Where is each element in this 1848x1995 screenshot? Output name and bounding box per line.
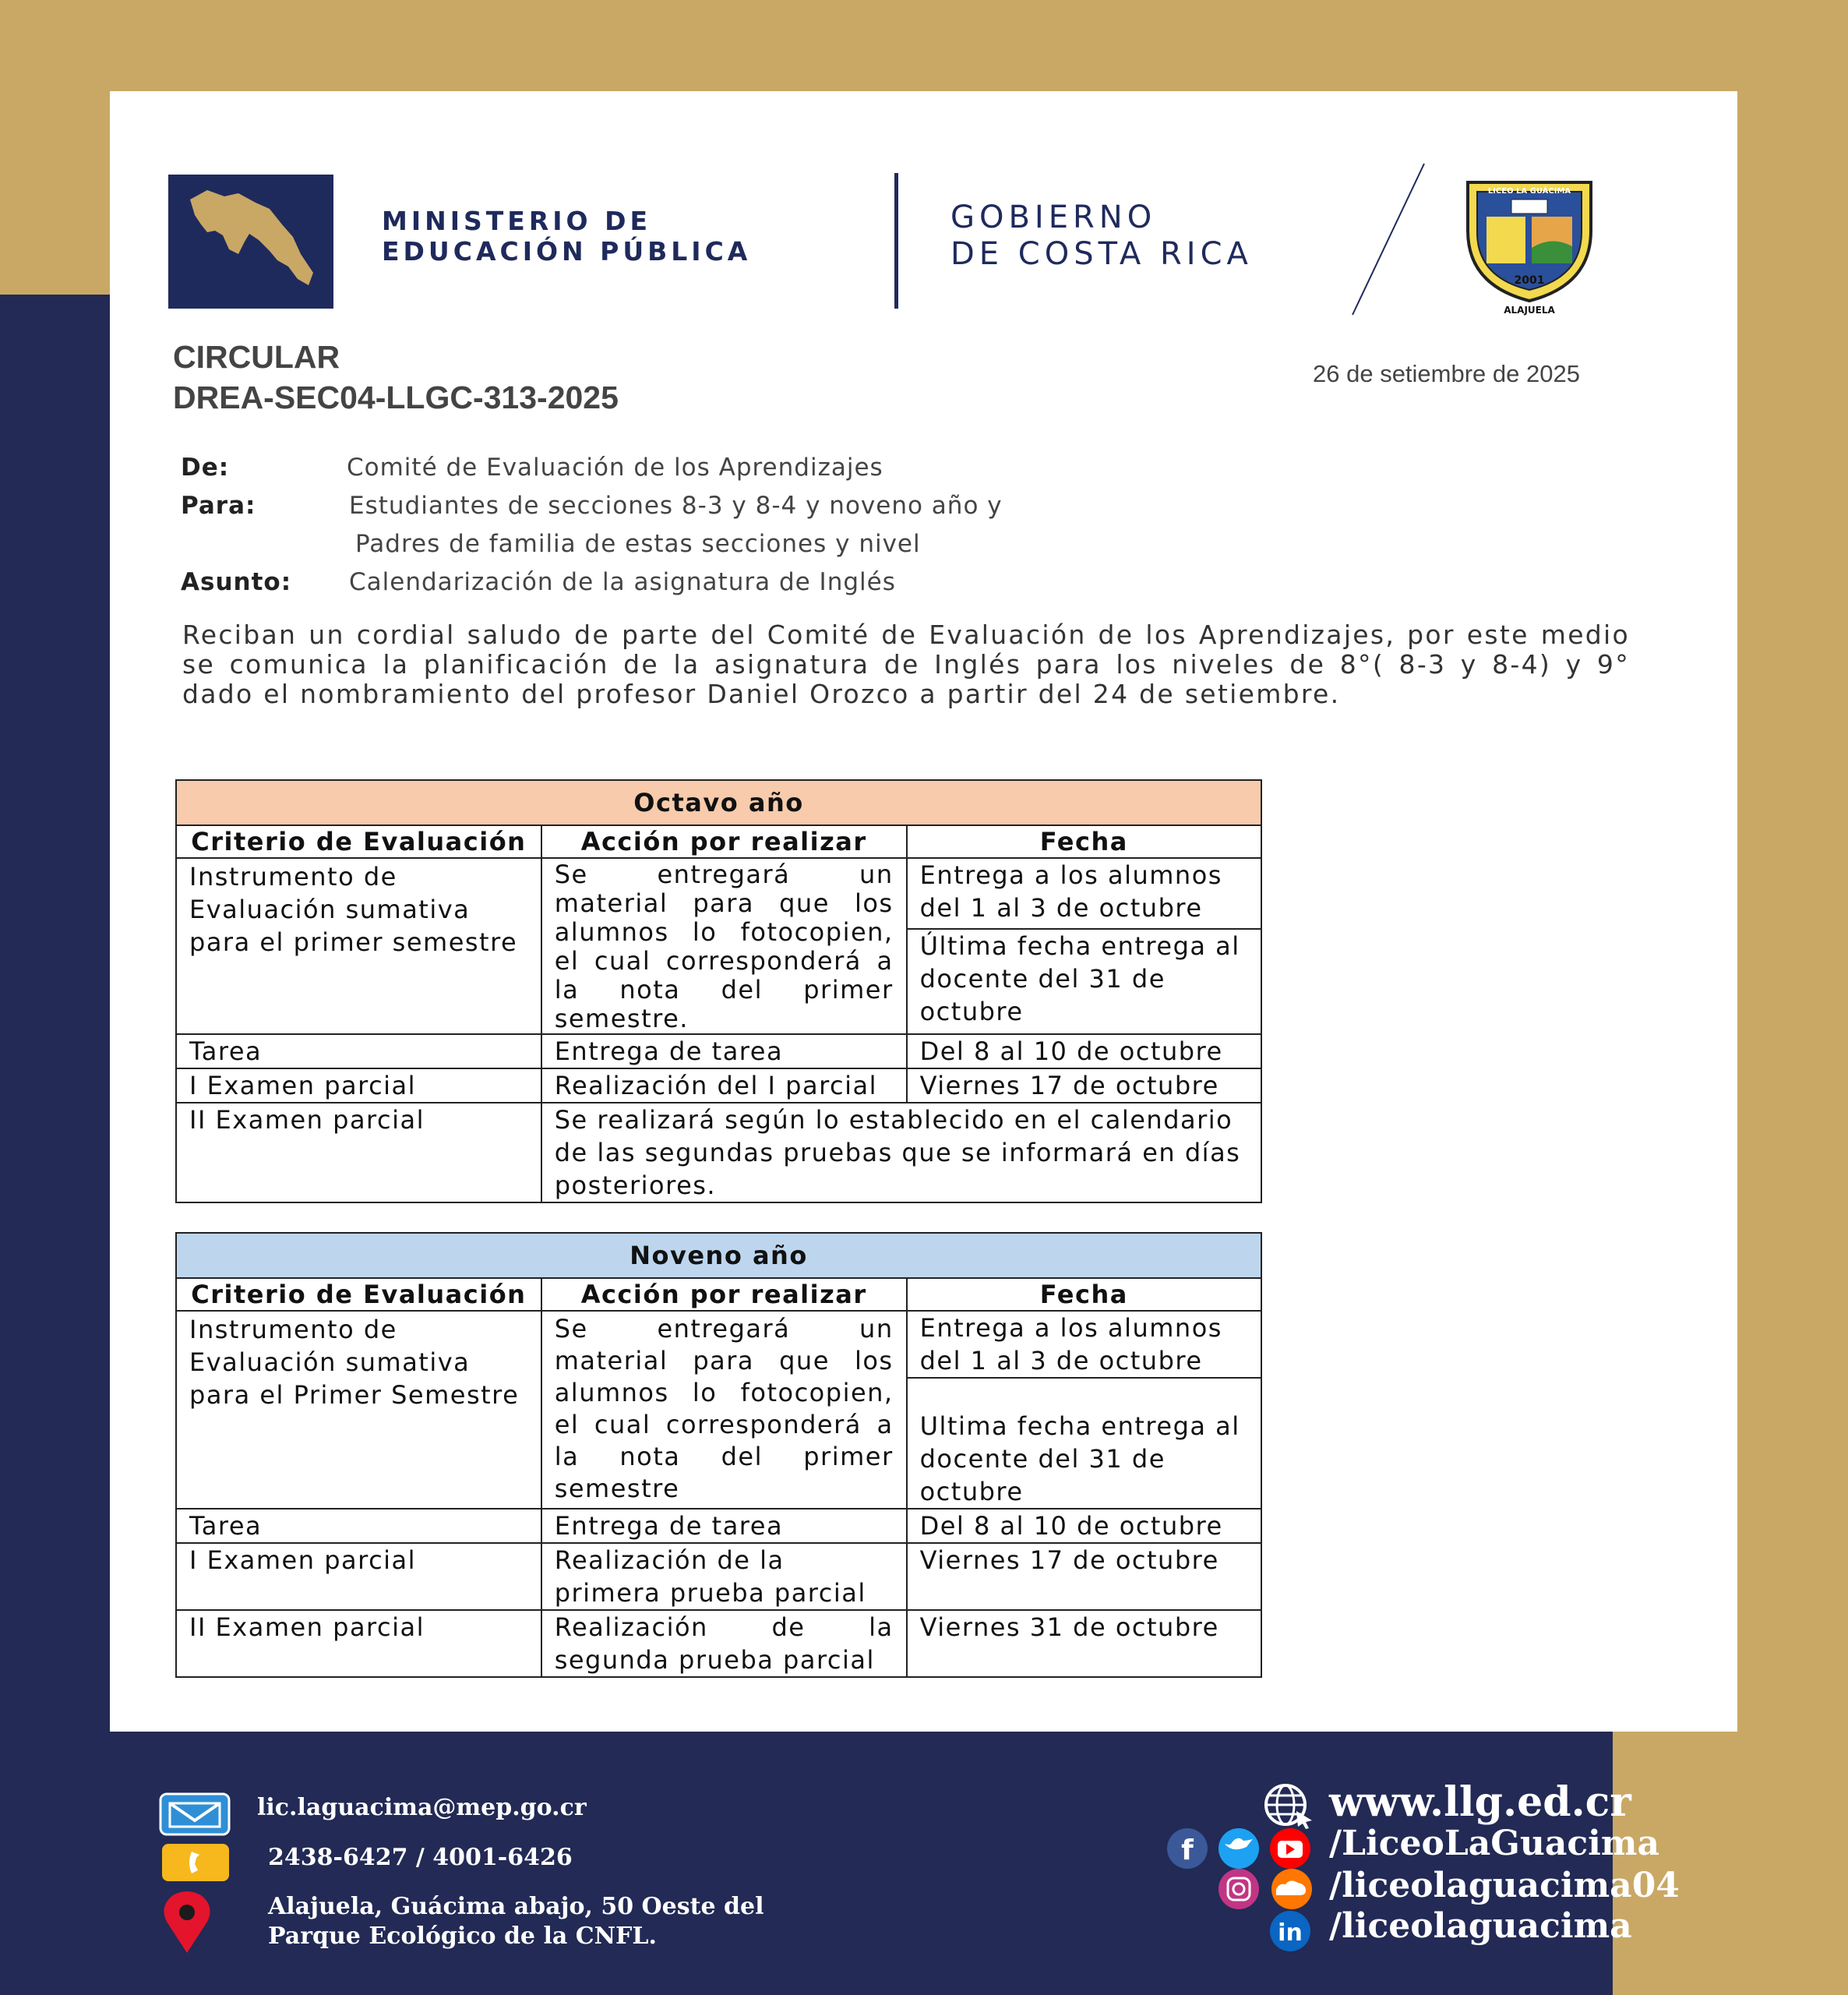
table-cell: Instrumento de Evaluación sumativa para el Primer Semestre bbox=[176, 1311, 541, 1509]
table-cell: Entrega de tarea bbox=[541, 1509, 907, 1543]
ministry-line-2: EDUCACIÓN PÚBLICA bbox=[382, 236, 752, 267]
column-header: Acción por realizar bbox=[541, 1278, 907, 1311]
para-label: Para: bbox=[181, 492, 256, 520]
table-row bbox=[176, 858, 1261, 929]
intro-paragraph: Reciban un cordial saludo de parte del Comité de Evaluación de los Aprendizajes, por este medio se comunica la planificación de la asignatura de Inglés para los niveles de 8°( 8-3 y 8-4) y 9° dado el nombramiento del profesor Daniel Orozco a partir del 24 de setiembre. bbox=[182, 620, 1630, 709]
header-slash bbox=[1348, 162, 1426, 318]
header-divider bbox=[894, 173, 898, 309]
footer-email[interactable]: lic.laguacima@mep.go.cr bbox=[257, 1794, 587, 1821]
email-icon[interactable] bbox=[159, 1792, 231, 1836]
footer-social-3[interactable]: /liceolaguacima bbox=[1329, 1906, 1632, 1946]
phone-icon[interactable] bbox=[160, 1842, 231, 1883]
table-cell: Del 8 al 10 de octubre bbox=[907, 1509, 1261, 1543]
footer-website[interactable]: www.llg.ed.cr bbox=[1329, 1778, 1631, 1826]
table-cell: Viernes 31 de octubre bbox=[907, 1610, 1261, 1677]
table-cell: Viernes 17 de octubre bbox=[907, 1068, 1261, 1103]
social-icons-row-1 bbox=[1166, 1827, 1318, 1870]
circular-date: 26 de setiembre de 2025 bbox=[1313, 360, 1580, 387]
table-band bbox=[176, 1233, 1261, 1278]
table-cell: Entrega a los alumnos del 1 al 3 de octubre bbox=[907, 1311, 1261, 1378]
asunto-value: Calendarización de la asignatura de Inglés bbox=[349, 568, 896, 596]
school-crest-logo bbox=[1463, 176, 1596, 316]
svg-text:in: in bbox=[1278, 1919, 1303, 1947]
table-row bbox=[176, 1068, 1261, 1103]
table-cell: Entrega de tarea bbox=[541, 1034, 907, 1068]
table-cell: Del 8 al 10 de octubre bbox=[907, 1034, 1261, 1068]
table-cell: Tarea bbox=[176, 1509, 541, 1543]
table-row bbox=[176, 1034, 1261, 1068]
globe-icon bbox=[1261, 1783, 1315, 1830]
table-cell: Instrumento de Evaluación sumativa para el primer semestre bbox=[176, 858, 541, 1034]
address-line-2: Parque Ecológico de la CNFL. bbox=[268, 1923, 657, 1950]
gov-line-1: GOBIERNO bbox=[950, 200, 1157, 235]
table-cell: Se entregará un material para que los alumnos lo fotocopien, el cual corresponderá a la nota del primer semestre bbox=[541, 1311, 907, 1509]
de-label: De: bbox=[181, 454, 230, 482]
ministry-name bbox=[382, 206, 751, 267]
ministry-line-1: MINISTERIO DE bbox=[382, 206, 651, 236]
footer-social-1[interactable]: /LiceoLaGuacima bbox=[1329, 1824, 1659, 1863]
footer-social-2[interactable]: /liceolaguacima04 bbox=[1329, 1866, 1680, 1905]
circular-title: CIRCULAR bbox=[173, 339, 340, 375]
para-value-2: Padres de familia de estas secciones y nivel bbox=[355, 530, 921, 558]
column-header: Criterio de Evaluación bbox=[176, 825, 541, 858]
table-header-row bbox=[176, 1278, 1261, 1311]
table-cell: Ultima fecha entrega al docente del 31 de octubre bbox=[907, 1378, 1261, 1509]
table-band bbox=[176, 780, 1261, 825]
government-name bbox=[950, 200, 1253, 273]
table-cell: II Examen parcial bbox=[176, 1610, 541, 1677]
table-cell: Se realizará según lo establecido en el calendario de las segundas pruebas que se informará en días posteriores. bbox=[541, 1103, 1261, 1202]
crest-city: ALAJUELA bbox=[1504, 305, 1555, 316]
table-cell: Realización de la segunda prueba parcial bbox=[541, 1610, 907, 1677]
soundcloud-icon[interactable] bbox=[1271, 1869, 1312, 1909]
table-cell: I Examen parcial bbox=[176, 1543, 541, 1610]
table-row bbox=[176, 1509, 1261, 1543]
table-cell: II Examen parcial bbox=[176, 1103, 541, 1202]
table-cell: I Examen parcial bbox=[176, 1068, 541, 1103]
svg-text:f: f bbox=[1181, 1834, 1194, 1866]
circular-heading bbox=[173, 337, 619, 418]
table-cell: Se entregará un material para que los alumnos lo fotocopien, el cual corresponderá a la nota del primer semestre. bbox=[541, 858, 907, 1034]
table-row bbox=[176, 1103, 1261, 1202]
meta-asunto bbox=[181, 568, 291, 596]
noveno-table bbox=[175, 1232, 1262, 1678]
table-row bbox=[176, 1610, 1261, 1677]
table-cell: Tarea bbox=[176, 1034, 541, 1068]
para-value-1: Estudiantes de secciones 8-3 y 8-4 y noveno año y bbox=[349, 492, 1003, 520]
de-value: Comité de Evaluación de los Aprendizajes bbox=[347, 454, 883, 482]
table-cell: Viernes 17 de octubre bbox=[907, 1543, 1261, 1610]
instagram-icon[interactable] bbox=[1218, 1869, 1259, 1909]
twitter-icon[interactable] bbox=[1218, 1828, 1259, 1869]
column-header: Fecha bbox=[907, 825, 1261, 858]
table-cell: Última fecha entrega al docente del 31 de octubre bbox=[907, 929, 1261, 1034]
facebook-icon[interactable] bbox=[1167, 1828, 1208, 1869]
asunto-label: Asunto: bbox=[181, 568, 292, 596]
table-row bbox=[176, 1311, 1261, 1378]
gov-line-2: DE COSTA RICA bbox=[950, 236, 1253, 272]
crest-year: 2001 bbox=[1514, 274, 1545, 287]
social-icons-row-2 bbox=[1217, 1867, 1318, 1911]
column-header: Criterio de Evaluación bbox=[176, 1278, 541, 1311]
costa-rica-map-icon bbox=[184, 185, 318, 298]
table-title: Noveno año bbox=[176, 1233, 1261, 1278]
footer-phone[interactable]: 2438-6427 / 4001-6426 bbox=[268, 1844, 573, 1871]
table-row bbox=[176, 1543, 1261, 1610]
column-header: Fecha bbox=[907, 1278, 1261, 1311]
table-header-row bbox=[176, 825, 1261, 858]
meta-para bbox=[181, 492, 256, 520]
table-cell: Realización de la primera prueba parcial bbox=[541, 1543, 907, 1610]
youtube-icon[interactable] bbox=[1270, 1828, 1310, 1869]
table-title: Octavo año bbox=[176, 780, 1261, 825]
circular-code: DREA-SEC04-LLGC-313-2025 bbox=[173, 380, 619, 415]
address-line-1: Alajuela, Guácima abajo, 50 Oeste del bbox=[268, 1893, 764, 1920]
octavo-table bbox=[175, 779, 1262, 1203]
footer-address bbox=[268, 1892, 764, 1951]
mep-logo bbox=[168, 175, 333, 309]
location-pin-icon bbox=[157, 1889, 217, 1954]
crest-top-text: LICEO LA GUÁCIMA bbox=[1487, 187, 1571, 196]
table-cell: Entrega a los alumnos del 1 al 3 de octubre bbox=[907, 858, 1261, 929]
linkedin-icon[interactable] bbox=[1267, 1909, 1314, 1953]
column-header: Acción por realizar bbox=[541, 825, 907, 858]
table-cell: Realización del I parcial bbox=[541, 1068, 907, 1103]
meta-de bbox=[181, 454, 229, 482]
